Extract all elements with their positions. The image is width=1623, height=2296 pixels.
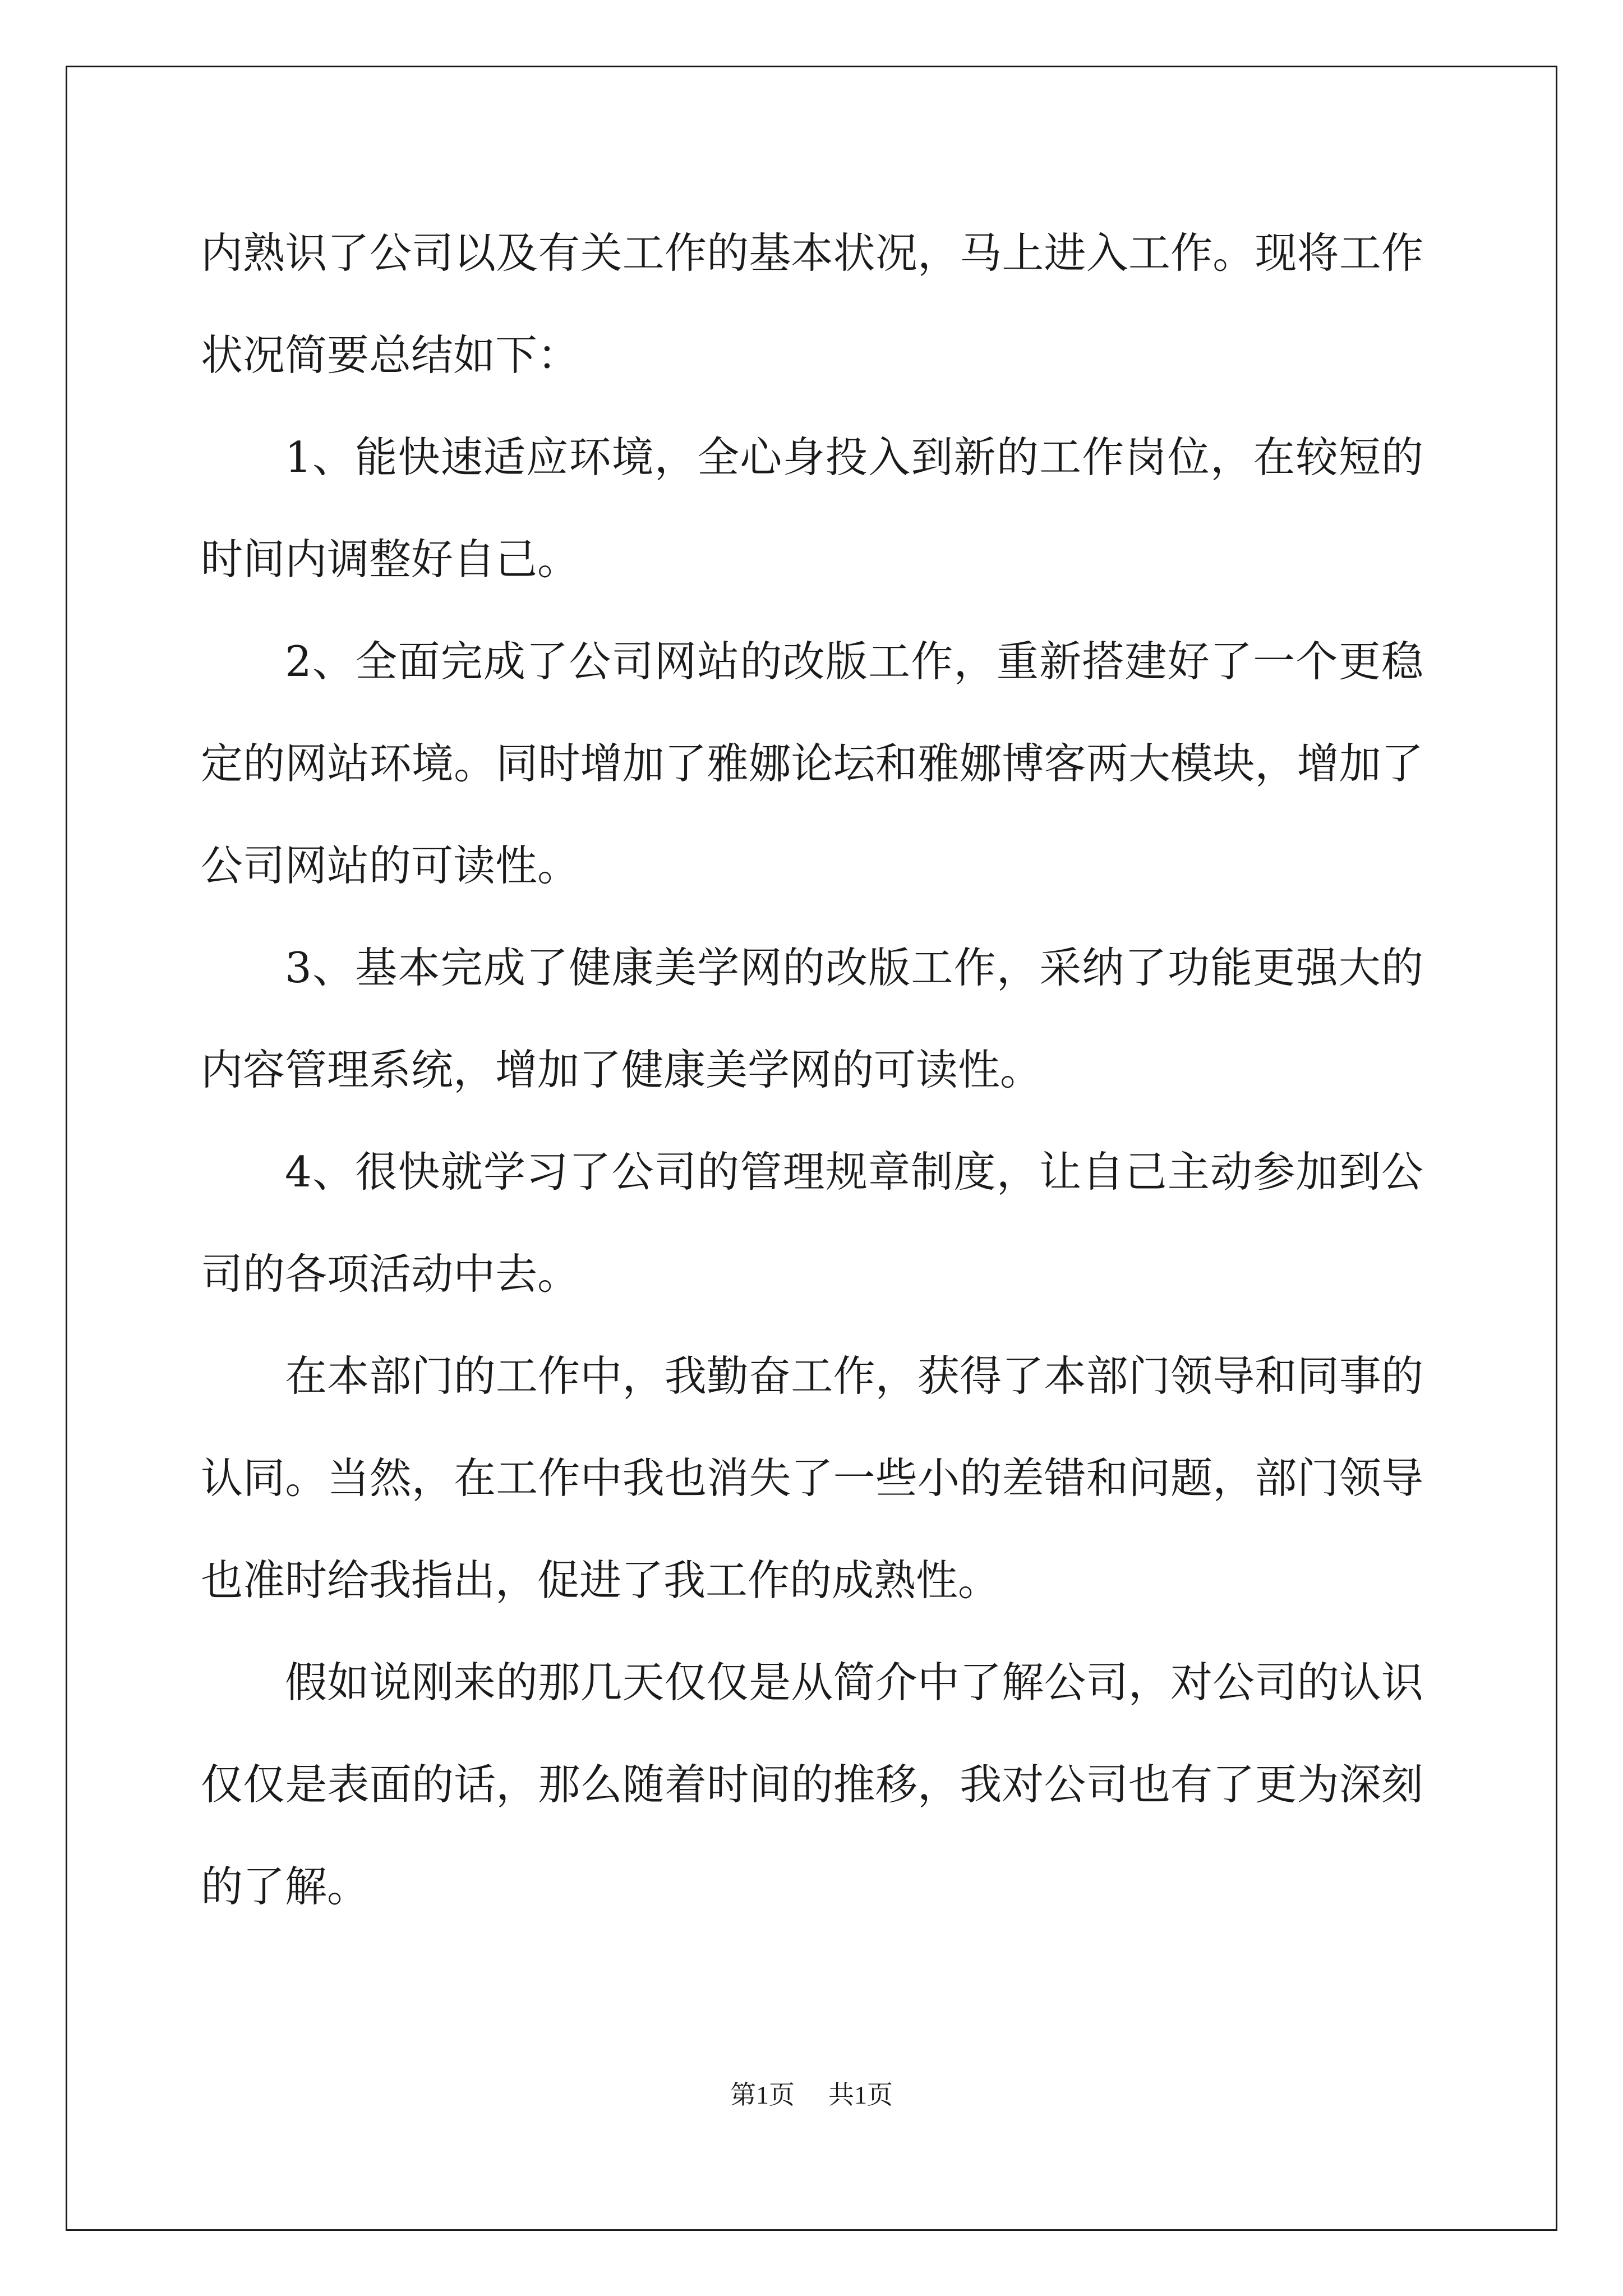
paragraph-2: 1、能快速适应环境，全心身投入到新的工作岗位，在较短的时间内调整好自己。 bbox=[201, 432, 1423, 584]
paragraph-1: 内熟识了公司以及有关工作的基本状况，马上进入工作。现将工作状况简要总结如下： bbox=[201, 228, 1423, 380]
page-number: 第1页 bbox=[730, 2081, 795, 2109]
paragraph-7: 假如说刚来的那几天仅仅是从简介中了解公司，对公司的认识仅仅是表面的话，那么随着时间的推移，我对公司也有了更为深刻的了解。 bbox=[201, 1658, 1423, 1911]
paragraph-5: 4、很快就学习了公司的管理规章制度，让自己主动参加到公司的各项活动中去。 bbox=[201, 1147, 1423, 1299]
document-body bbox=[201, 202, 1423, 1938]
page-total: 共1页 bbox=[828, 2081, 893, 2109]
paragraph-3: 2、全面完成了公司网站的改版工作，重新搭建好了一个更稳定的网站环境。同时增加了雅娜论坛和雅娜博客两大模块，增加了公司网站的可读性。 bbox=[201, 637, 1423, 890]
paragraph-4: 3、基本完成了健康美学网的改版工作，采纳了功能更强大的内容管理系统，增加了健康美学网的可读性。 bbox=[201, 943, 1423, 1094]
page-footer bbox=[0, 2078, 1623, 2112]
paragraph-6: 在本部门的工作中，我勤奋工作，获得了本部门领导和同事的认同。当然，在工作中我也消失了一些小的差错和问题，部门领导也准时给我指出，促进了我工作的成熟性。 bbox=[201, 1351, 1423, 1605]
